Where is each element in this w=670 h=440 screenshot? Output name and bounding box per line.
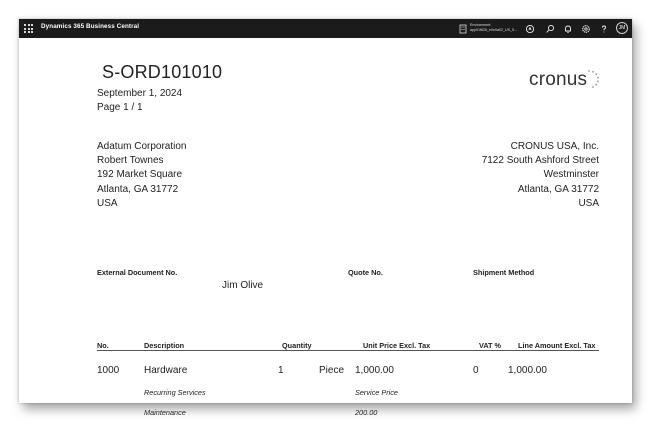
page-number: Page 1 / 1	[97, 102, 143, 113]
column-header-quantity: Quantity	[282, 341, 312, 350]
quote-number-label: Quote No.	[348, 268, 383, 277]
shipment-method-label: Shipment Method	[473, 268, 535, 277]
line-item-quantity: 1	[278, 365, 284, 376]
column-header-no: No.	[97, 341, 109, 350]
bill-to-line: Robert Townes	[97, 155, 164, 167]
column-header-vat: VAT %	[479, 341, 502, 350]
copilot-icon[interactable]	[524, 23, 535, 34]
environment-label: Environment:	[470, 23, 492, 27]
line-item-vat: 0	[473, 365, 479, 376]
sub-line-description: Maintenance	[144, 408, 186, 417]
bill-to-line: Atlanta, GA 31772	[97, 183, 179, 195]
line-item-amount: 1,000.00	[508, 365, 547, 376]
document-number: S-ORD101010	[102, 62, 223, 82]
app-launcher-icon[interactable]	[24, 24, 33, 33]
line-item-number: 1000	[97, 365, 120, 376]
report-preview-window	[19, 19, 632, 417]
environment-name: app01f626_e0e0a02_US_5...	[470, 28, 517, 32]
line-item-unit: Piece	[319, 365, 345, 376]
company-address-line: Atlanta, GA 31772	[517, 183, 599, 195]
app-title[interactable]: Dynamics 365 Business Central	[41, 23, 140, 30]
sub-line-value: 200.00	[355, 408, 378, 417]
company-address-line: CRONUS USA, Inc.	[510, 141, 599, 152]
company-logo	[529, 69, 604, 93]
bill-to-line: Adatum Corporation	[97, 141, 187, 152]
logo-dots-icon	[581, 69, 601, 89]
help-icon[interactable]	[598, 23, 609, 34]
sub-line-description: Recurring Services	[144, 388, 206, 397]
building-icon	[459, 24, 467, 33]
bill-to-line: USA	[97, 197, 118, 209]
column-header-line-amount: Line Amount Excl. Tax	[518, 341, 596, 350]
document-date: September 1, 2024	[97, 88, 183, 99]
logo-wordmark: cronus	[529, 69, 588, 90]
search-icon[interactable]	[544, 23, 555, 34]
user-avatar[interactable]: JM	[616, 22, 628, 34]
table-header-divider	[97, 350, 599, 351]
company-address-line: Westminster	[543, 169, 599, 181]
sales-order-document	[19, 38, 632, 417]
salesperson-name: Jim Olive	[222, 280, 264, 291]
column-header-unit-price: Unit Price Excl. Tax	[363, 341, 431, 350]
column-header-description: Description	[144, 341, 185, 350]
company-address-line: USA	[578, 197, 599, 209]
gear-icon[interactable]	[580, 23, 591, 34]
bill-to-address	[97, 140, 187, 211]
company-address	[482, 140, 599, 211]
sub-line-value: Service Price	[355, 388, 398, 397]
company-address-line: 7122 South Ashford Street	[481, 155, 599, 167]
external-document-label: External Document No.	[97, 268, 178, 277]
line-item-unit-price: 1,000.00	[355, 365, 394, 376]
bell-icon[interactable]	[562, 23, 573, 34]
line-item-description: Hardware	[144, 365, 188, 376]
app-top-bar	[19, 19, 632, 38]
bill-to-line: 192 Market Square	[97, 169, 183, 181]
